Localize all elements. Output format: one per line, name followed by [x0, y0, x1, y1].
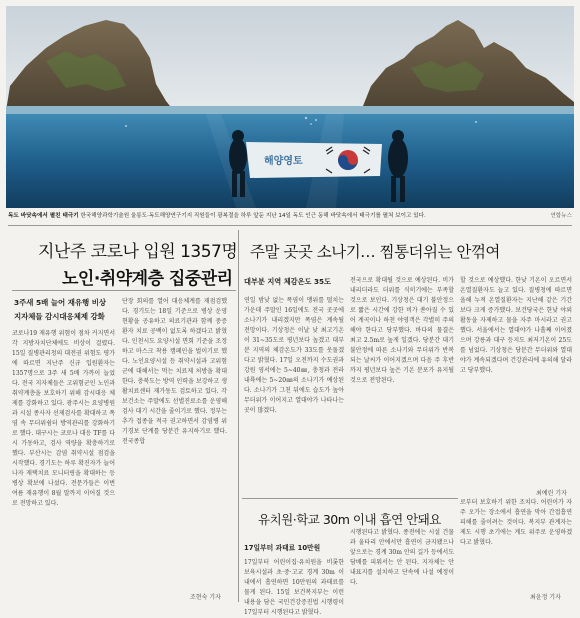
covid-subhead-1: 3주새 5배 늘어 재유행 비상: [14, 298, 106, 307]
weather-column-3: 할 것으로 예상했다. 한낮 기온이 오르면서 온열질환자도 늘고 있다. 질병청에 따르면 올해 누적 온열질환자는 지난해 같은 기간보다 크게 증가했다. 보건당국은 한낮 야외활동을 자제하고 물을 자주 마시라고 권고했다. 서울에서는 열대야가 나흘째 이어졌으며 강릉과 대구 등지도 최저기온이 25도를 넘었다. 기상청은 당분간 무더위와 열대야가 계속되겠다며 건강관리에 유의해 달라고 당부했다.: [460, 277, 572, 374]
covid-headline-line1: 지난주 코로나 입원 1357명: [38, 242, 238, 262]
weather-subhead: 대부분 지역 체감온도 35도: [244, 277, 331, 286]
caption-lead: 독도 바닷속에서 펼친 태극기: [8, 213, 79, 219]
smoking-column-3: 로부터 보호하기 위한 조치다. 어린이가 자주 오가는 장소에서 흡연을 막아 간접흡연 피해를 줄이려는 것이다. 복지부 관계자는 제도 시행 초기에는 계도 위주로 운영하겠다고 밝혔다.: [460, 499, 572, 546]
weather-column-1: 연일 밤낮 없는 폭염이 맹위를 떨치는 가운데 주말인 16일에도 전국 곳곳에 소나기가 내리겠지만 폭염은 계속될 전망이다. 기상청은 이날 낮 최고기온이 31~35도로 평년보다 높겠고 대부분 지역의 체감온도가 33도를 웃돌겠다고 밝혔다. 17일 오전까지 수도권과 강원 영서에는 5~40㎜, 충청과 전라 내륙에는 5~20㎜의 소나기가 예상된다. 소나기가 그친 뒤에도 습도가 높아 무더위가 이어지고 열대야가 나타나는 곳이 많겠다.: [244, 297, 344, 414]
column-divider: [238, 230, 239, 602]
weather-headline: 주말 곳곳 소나기… 찜통더위는 안꺾여: [250, 243, 500, 261]
front-photo: [6, 6, 574, 208]
caption-text: 한국해양과학기술원 울릉도·독도해양연구기지 직원들이 광복절을 하루 앞둔 지난 14일 독도 인근 동해 바닷속에서 태극기를 펼쳐 보이고 있다.: [78, 213, 426, 219]
covid-column-2: 단장 회의를 열어 대응체계를 재점검했다. 경기도는 18일 기준으로 병상 운영 현황을 공유하고 의료기관과 함께 중증환자 치료 공백이 없도록 하겠다고 밝혔다. 인천시도 요양시설 면회 기준을 조정하고 마스크 착용 캠페인을 벌이기로 했다. 노인요양시설 등 취약시설과 고위험군에 대해서는 먹는 치료제 처방을 확대한다. 충북도는 방역 인력을 보강하고 생활치료센터 재가동도 검토하고 있다. 각 보건소는 주말에도 선별진료소를 운영해 검사 대기 시간을 줄이기로 했다. 정부는 추가 접종을 적극 권고하면서 감염병 위기경보 단계를 당분간 유지하기로 했다. 전국종합: [122, 298, 227, 445]
smoking-column-1: 17일부터 어린이집·유치원을 비롯한 보육시설과 초·중·고교 경계 30m 이내에서 흡연하면 10만원의 과태료를 물게 된다. 15일 보건복지부는 이런 내용을 담은 국민건강증진법 시행령이 17일부터 시행된다고 밝혔다.: [244, 559, 344, 616]
weather-column-2: 전국으로 확대될 것으로 예상된다. 비가 내리더라도 더위를 식히기에는 부족할 것으로 보인다. 기상청은 대기 불안정으로 짧은 시간에 강한 비가 쏟아질 수 있어 계곡이나 하천 야영객은 각별히 주의해야 한다고 당부했다. 바다의 물결은 최고 2.5m로 높게 일겠다. 당분간 대기 불안정에 따른 소나기와 무더위가 반복되는 날씨가 이어지겠으며 다음 주 후반까지 평년보다 높은 기온 분포가 유지될 것으로 전망된다.: [350, 277, 454, 384]
dokdo-underwater-image: [6, 6, 574, 208]
photo-credit: 연합뉴스: [550, 213, 572, 219]
covid-column-1: 코로나19 재유행 위험이 점차 커지면서 각 지방자치단체에도 비상이 걸렸다. 15일 질병관리청의 대전권 위험도 평가에 따르면 지난주 신규 입원환자는 1357명으로 3주 새 5배 가까이 늘었다. 전국 지자체들은 고위험군인 노인과 취약계층을 보호하기 위해 감시대응 체제를 강화하고 있다. 광주시는 요양병원과 시설 종사자 선제검사를 확대하고 폭염 속 무더위쉼터 방역관리를 강화하기로 했다. 대구시는 코로나 대응 TF를 다시 가동하고, 검사 역량을 확충하기로 했다. 부산시는 감염 취약시설 점검을 시작했다. 경기도는 하루 확진자가 늘어나자 재택치료 모니터링을 확대하는 등 병상 확보에 나섰다. 전문가들은 이번 여름 재유행이 8월 말까지 이어질 것으로 전망하고 있다.: [12, 330, 115, 507]
weather-byline: 최예린 기자: [536, 490, 567, 497]
weather-bottom-rule: [242, 498, 458, 499]
covid-subhead-2: 지자체들 감시대응체제 강화: [14, 312, 105, 321]
banner-text: 해양영토: [264, 156, 303, 167]
covid-headline-line2: 노인·취약계층 집중관리: [62, 269, 233, 289]
smoking-byline: 최윤정 기자: [530, 594, 561, 601]
covid-byline: 조현숙 기자: [190, 594, 221, 601]
smoking-column-2: 시행된다고 밝혔다. 종전에는 시설 건물과 울타리 안에서만 흡연이 금지됐으나 앞으로는 경계 30m 안의 길가 등에서도 담배를 피워서는 안 된다. 지자체는 안내표지를 설치하고 단속에 나설 예정이다.: [350, 529, 455, 586]
taegukgi-banner: [246, 142, 382, 178]
covid-headline-rule: [12, 290, 236, 291]
smoking-headline: 유치원·학교 30m 이내 흡연 안돼요: [258, 512, 441, 527]
smoking-subhead: 17일부터 과태료 10만원: [244, 544, 321, 552]
photo-caption: [8, 209, 572, 223]
top-rule: [8, 225, 572, 226]
